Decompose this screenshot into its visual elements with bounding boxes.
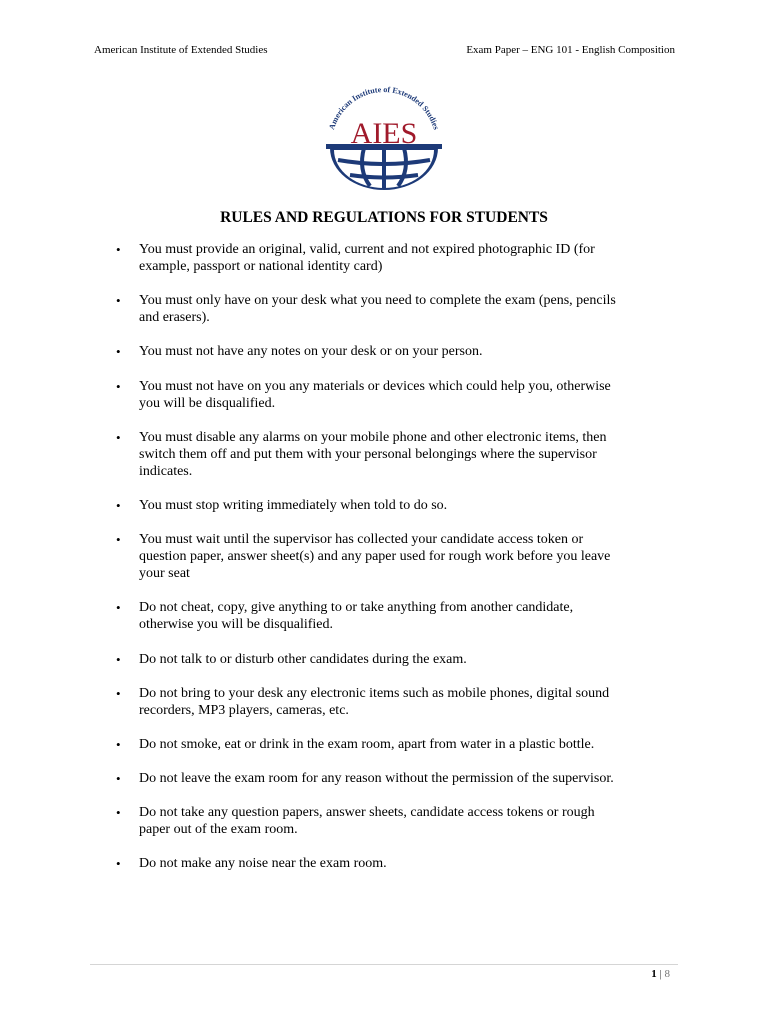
bullet-icon: • [116, 378, 121, 394]
rule-line: You must only have on your desk what you need to complete the exam (pens, pencils [139, 293, 616, 309]
rule-item [116, 855, 676, 872]
rule-line: You must disable any alarms on your mobile phone and other electronic items, then [139, 429, 607, 445]
rule-line: Do not cheat, copy, give anything to or take anything from another candidate, [139, 600, 574, 616]
rule-item [116, 497, 676, 514]
rule-item [116, 804, 676, 838]
rule-line: paper out of the exam room. [139, 822, 298, 838]
rule-line: You must stop writing immediately when told to do so. [139, 497, 448, 513]
rule-item [116, 736, 676, 753]
rule-line: example, passport or national identity card) [139, 259, 383, 274]
bullet-icon: • [116, 429, 121, 445]
rule-line: Do not talk to or disturb other candidates during the exam. [139, 651, 467, 667]
rule-line: you will be disqualified. [139, 395, 276, 411]
rule-line: and erasers). [139, 310, 210, 326]
current-page: 1 [651, 968, 657, 980]
bullet-icon: • [116, 651, 121, 667]
rule-line: switch them off and put them with your personal belongings where the supervisor [139, 446, 597, 462]
footer-divider [90, 964, 678, 965]
header-exam-title: Exam Paper – ENG 101 - English Composition [466, 44, 675, 56]
rule-item [116, 599, 676, 633]
rule-line: Do not bring to your desk any electronic items such as mobile phones, digital sound [139, 685, 610, 701]
rule-line: Do not make any noise near the exam room. [139, 856, 387, 872]
rule-line: your seat [139, 566, 190, 582]
logo-acronym: AIES [350, 117, 418, 150]
bullet-icon: • [116, 532, 121, 548]
aies-logo [318, 80, 450, 192]
rule-line: You must wait until the supervisor has collected your candidate access token or [139, 532, 584, 548]
rule-line: Do not take any question papers, answer sheets, candidate access tokens or rough [139, 805, 595, 821]
bullet-icon: • [116, 805, 121, 821]
header-institute-name: American Institute of Extended Studies [94, 44, 268, 56]
bullet-icon: • [116, 293, 121, 309]
page-separator: | [659, 968, 662, 980]
rule-item [116, 770, 676, 787]
rules-list [116, 241, 676, 890]
rule-line: You must not have on you any materials or devices which could help you, otherwise [139, 378, 611, 394]
rule-item [116, 292, 676, 326]
rule-item [116, 378, 676, 412]
rule-item [116, 343, 676, 360]
rule-line: indicates. [139, 463, 193, 479]
bullet-icon: • [116, 600, 121, 616]
bullet-icon: • [116, 771, 121, 787]
bullet-icon: • [116, 497, 121, 513]
rule-line: You must provide an original, valid, current and not expired photographic ID (for [139, 242, 595, 257]
rule-line: Do not smoke, eat or drink in the exam room, apart from water in a plastic bottle. [139, 736, 595, 752]
rule-line: recorders, MP3 players, cameras, etc. [139, 702, 349, 718]
bullet-icon: • [116, 242, 121, 257]
rule-item [116, 651, 676, 668]
rule-item [116, 429, 676, 480]
bullet-icon: • [116, 344, 121, 360]
bullet-icon: • [116, 856, 121, 872]
rule-line: otherwise you will be disqualified. [139, 617, 334, 633]
bullet-icon: • [116, 685, 121, 701]
page-number [651, 967, 670, 981]
bullet-icon: • [116, 736, 121, 752]
page-title: RULES AND REGULATIONS FOR STUDENTS [220, 209, 548, 226]
rule-item [116, 531, 676, 582]
total-pages: 8 [664, 968, 670, 980]
rule-item [116, 685, 676, 719]
rule-item [116, 241, 676, 275]
rule-line: question paper, answer sheet(s) and any paper used for rough work before you leave [139, 549, 611, 565]
rule-line: You must not have any notes on your desk or on your person. [139, 344, 483, 360]
rule-line: Do not leave the exam room for any reason without the permission of the supervisor. [139, 771, 614, 787]
logo-arc-text: American Institute of Extended Studies [327, 84, 441, 131]
